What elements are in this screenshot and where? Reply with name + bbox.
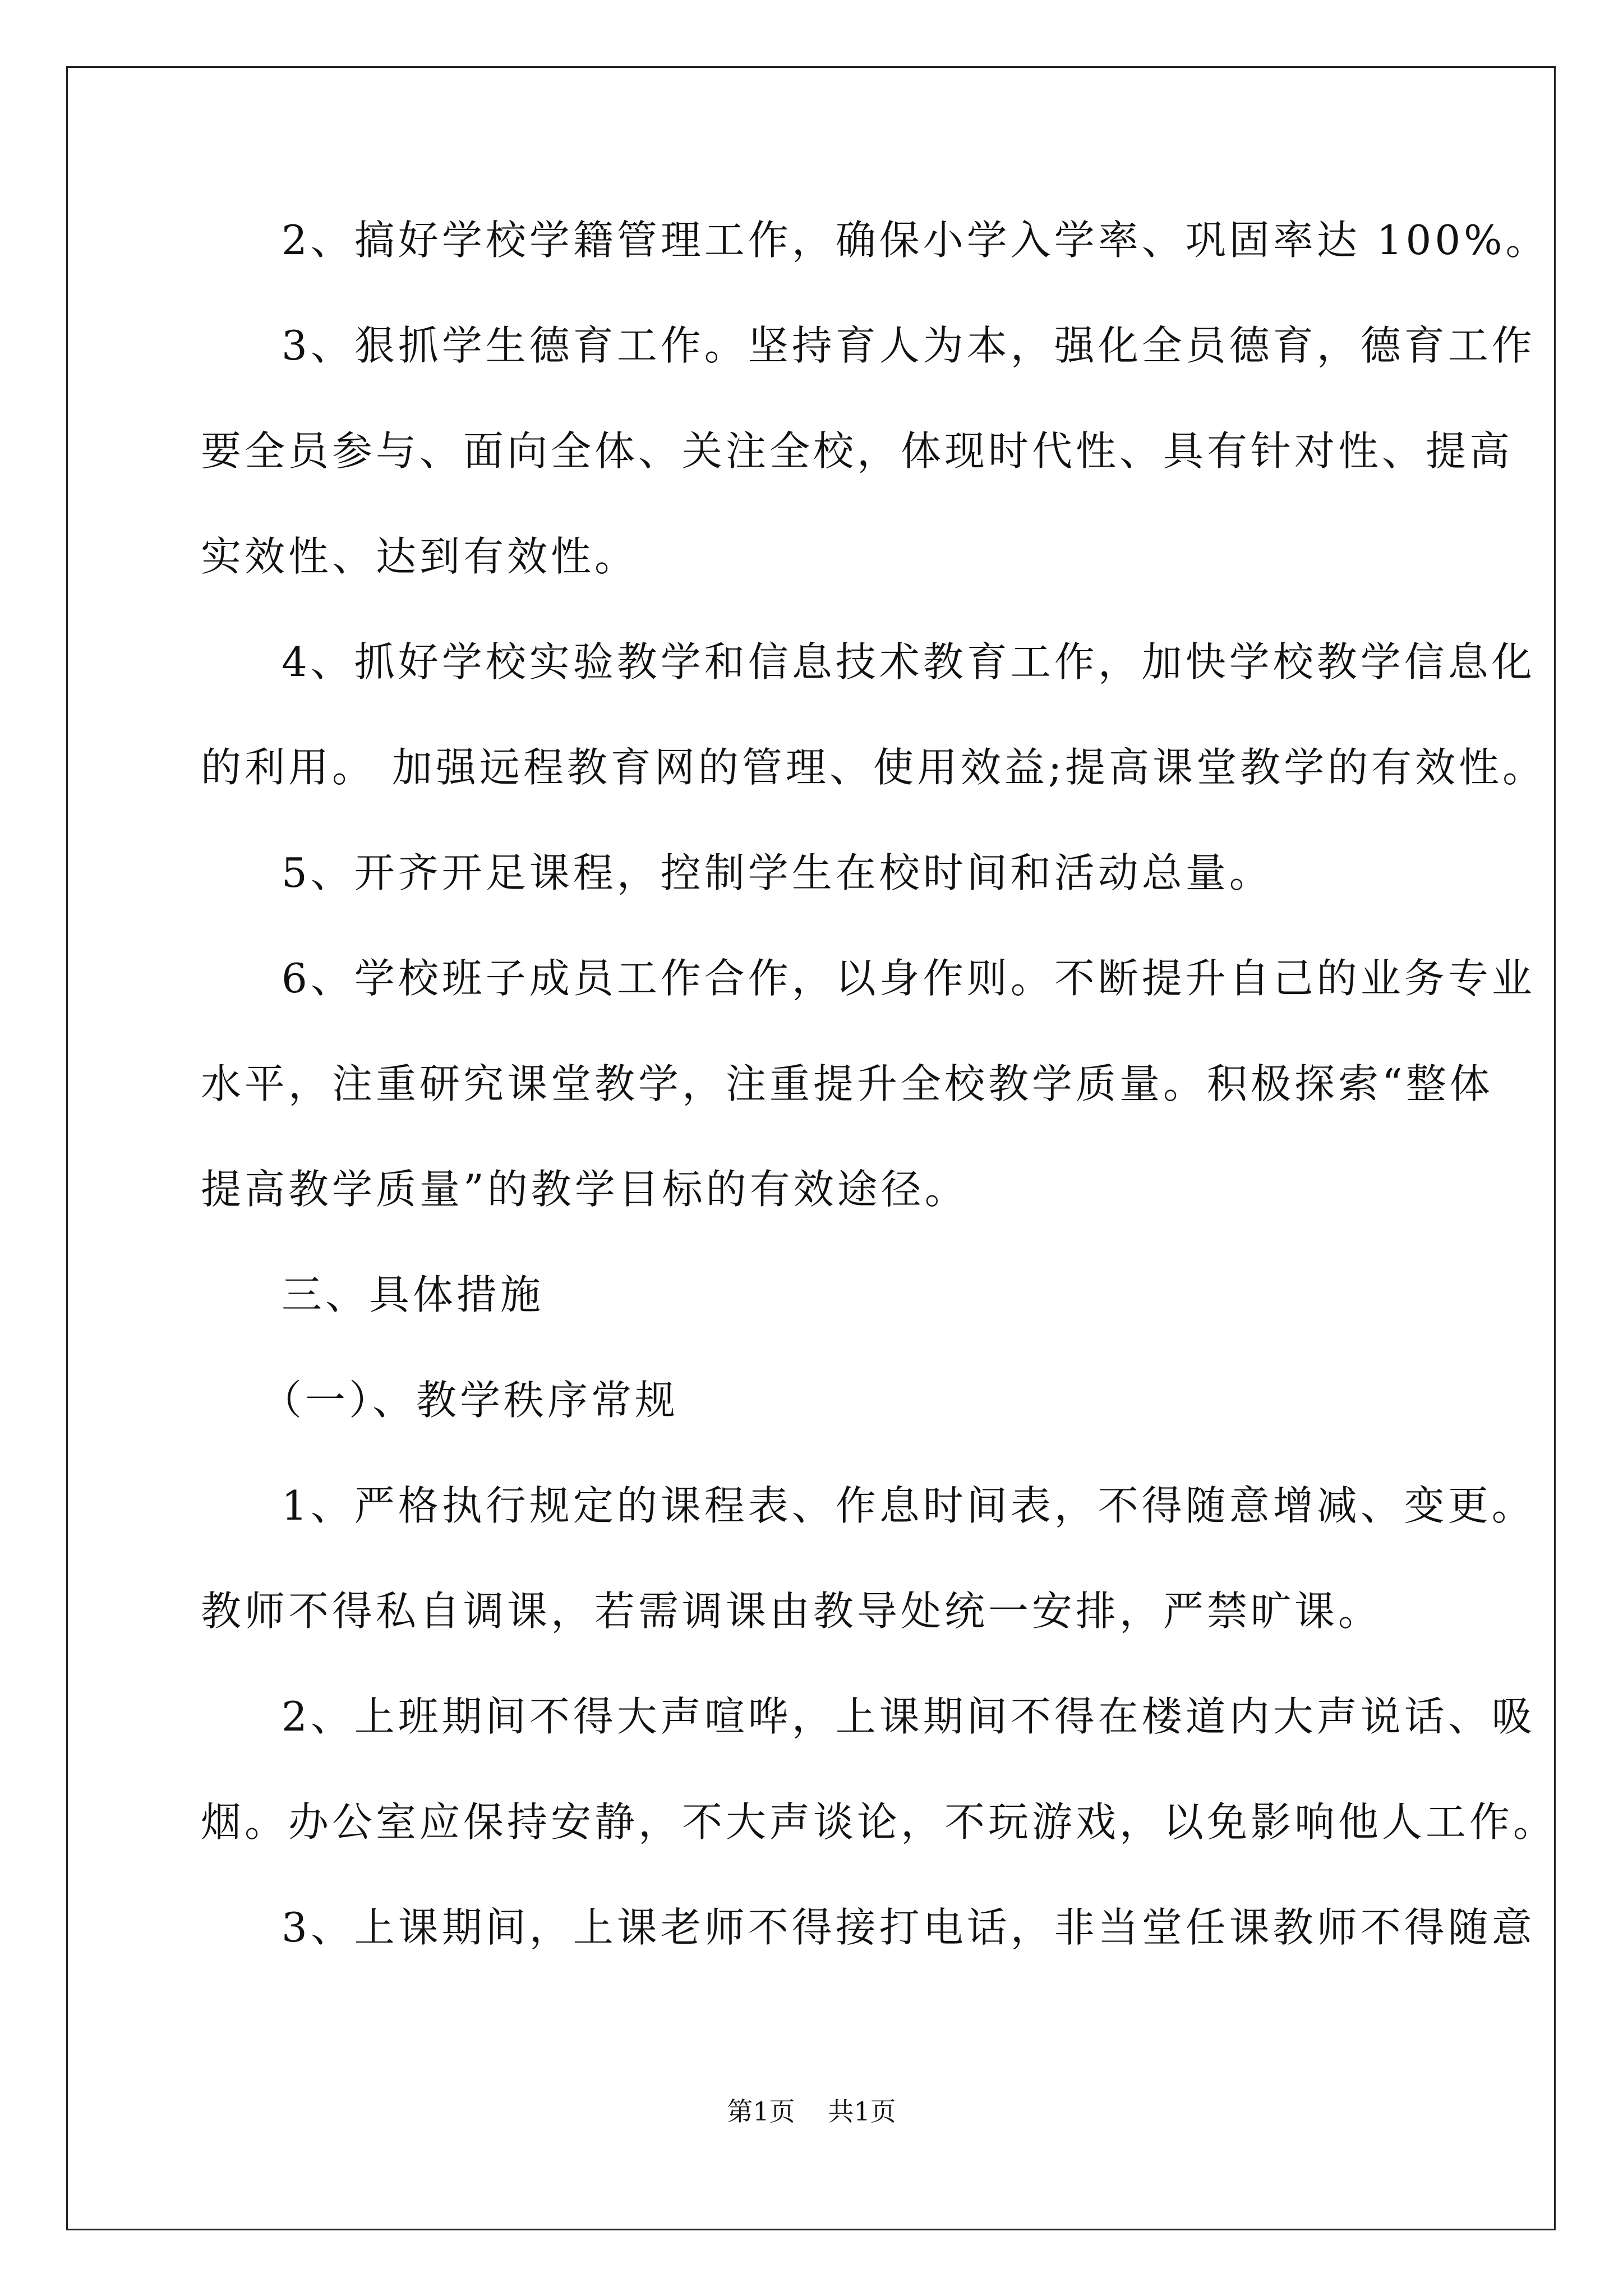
paragraph-line: 烟。办公室应保持安静，不大声谈论，不玩游戏，以免影响他人工作。 <box>201 1798 1557 1846</box>
paragraph-line: 水平，注重研究课堂教学，注重提升全校教学质量。积极探索“整体 <box>201 1060 1493 1107</box>
paragraph-line: 6、学校班子成员工作合作，以身作则。不断提升自己的业务专业 <box>282 955 1536 1002</box>
document-body <box>201 213 1557 1954</box>
paragraph-line: 1、严格执行规定的课程表、作息时间表，不得随意增减、变更。 <box>282 1482 1536 1529</box>
page-total: 共1页 <box>828 2096 896 2127</box>
section-heading: 三、具体措施 <box>282 1271 545 1318</box>
paragraph-line: 的利用。 加强远程教育网的管理、使用效益;提高课堂教学的有效性。 <box>201 744 1547 791</box>
subsection-heading: （一）、教学秩序常规 <box>261 1377 679 1424</box>
paragraph-line: 2、上班期间不得大声喧哗，上课期间不得在楼道内大声说话、吸 <box>282 1693 1536 1740</box>
paragraph-line: 实效性、达到有效性。 <box>201 533 639 580</box>
paragraph-line: 教师不得私自调课，若需调课由教导处统一安排，严禁旷课。 <box>201 1588 1382 1635</box>
paragraph-line: 3、上课期间，上课老师不得接打电话，非当堂任课教师不得随意 <box>282 1904 1536 1951</box>
page-footer <box>0 2095 1623 2128</box>
paragraph-line: 2、搞好学校学籍管理工作，确保小学入学率、巩固率达 100%。 <box>282 217 1550 264</box>
paragraph-line: 5、开齐开足课程，控制学生在校时间和活动总量。 <box>282 849 1273 896</box>
paragraph-line: 提高教学质量”的教学目标的有效途径。 <box>201 1166 969 1213</box>
paragraph-line: 要全员参与、面向全体、关注全校，体现时代性、具有针对性、提高 <box>201 427 1514 475</box>
paragraph-line: 4、抓好学校实验教学和信息技术教育工作，加快学校教学信息化 <box>282 638 1536 685</box>
paragraph-line: 3、狠抓学生德育工作。坚持育人为本，强化全员德育，德育工作 <box>282 322 1536 369</box>
page-number: 第1页 <box>727 2096 795 2127</box>
